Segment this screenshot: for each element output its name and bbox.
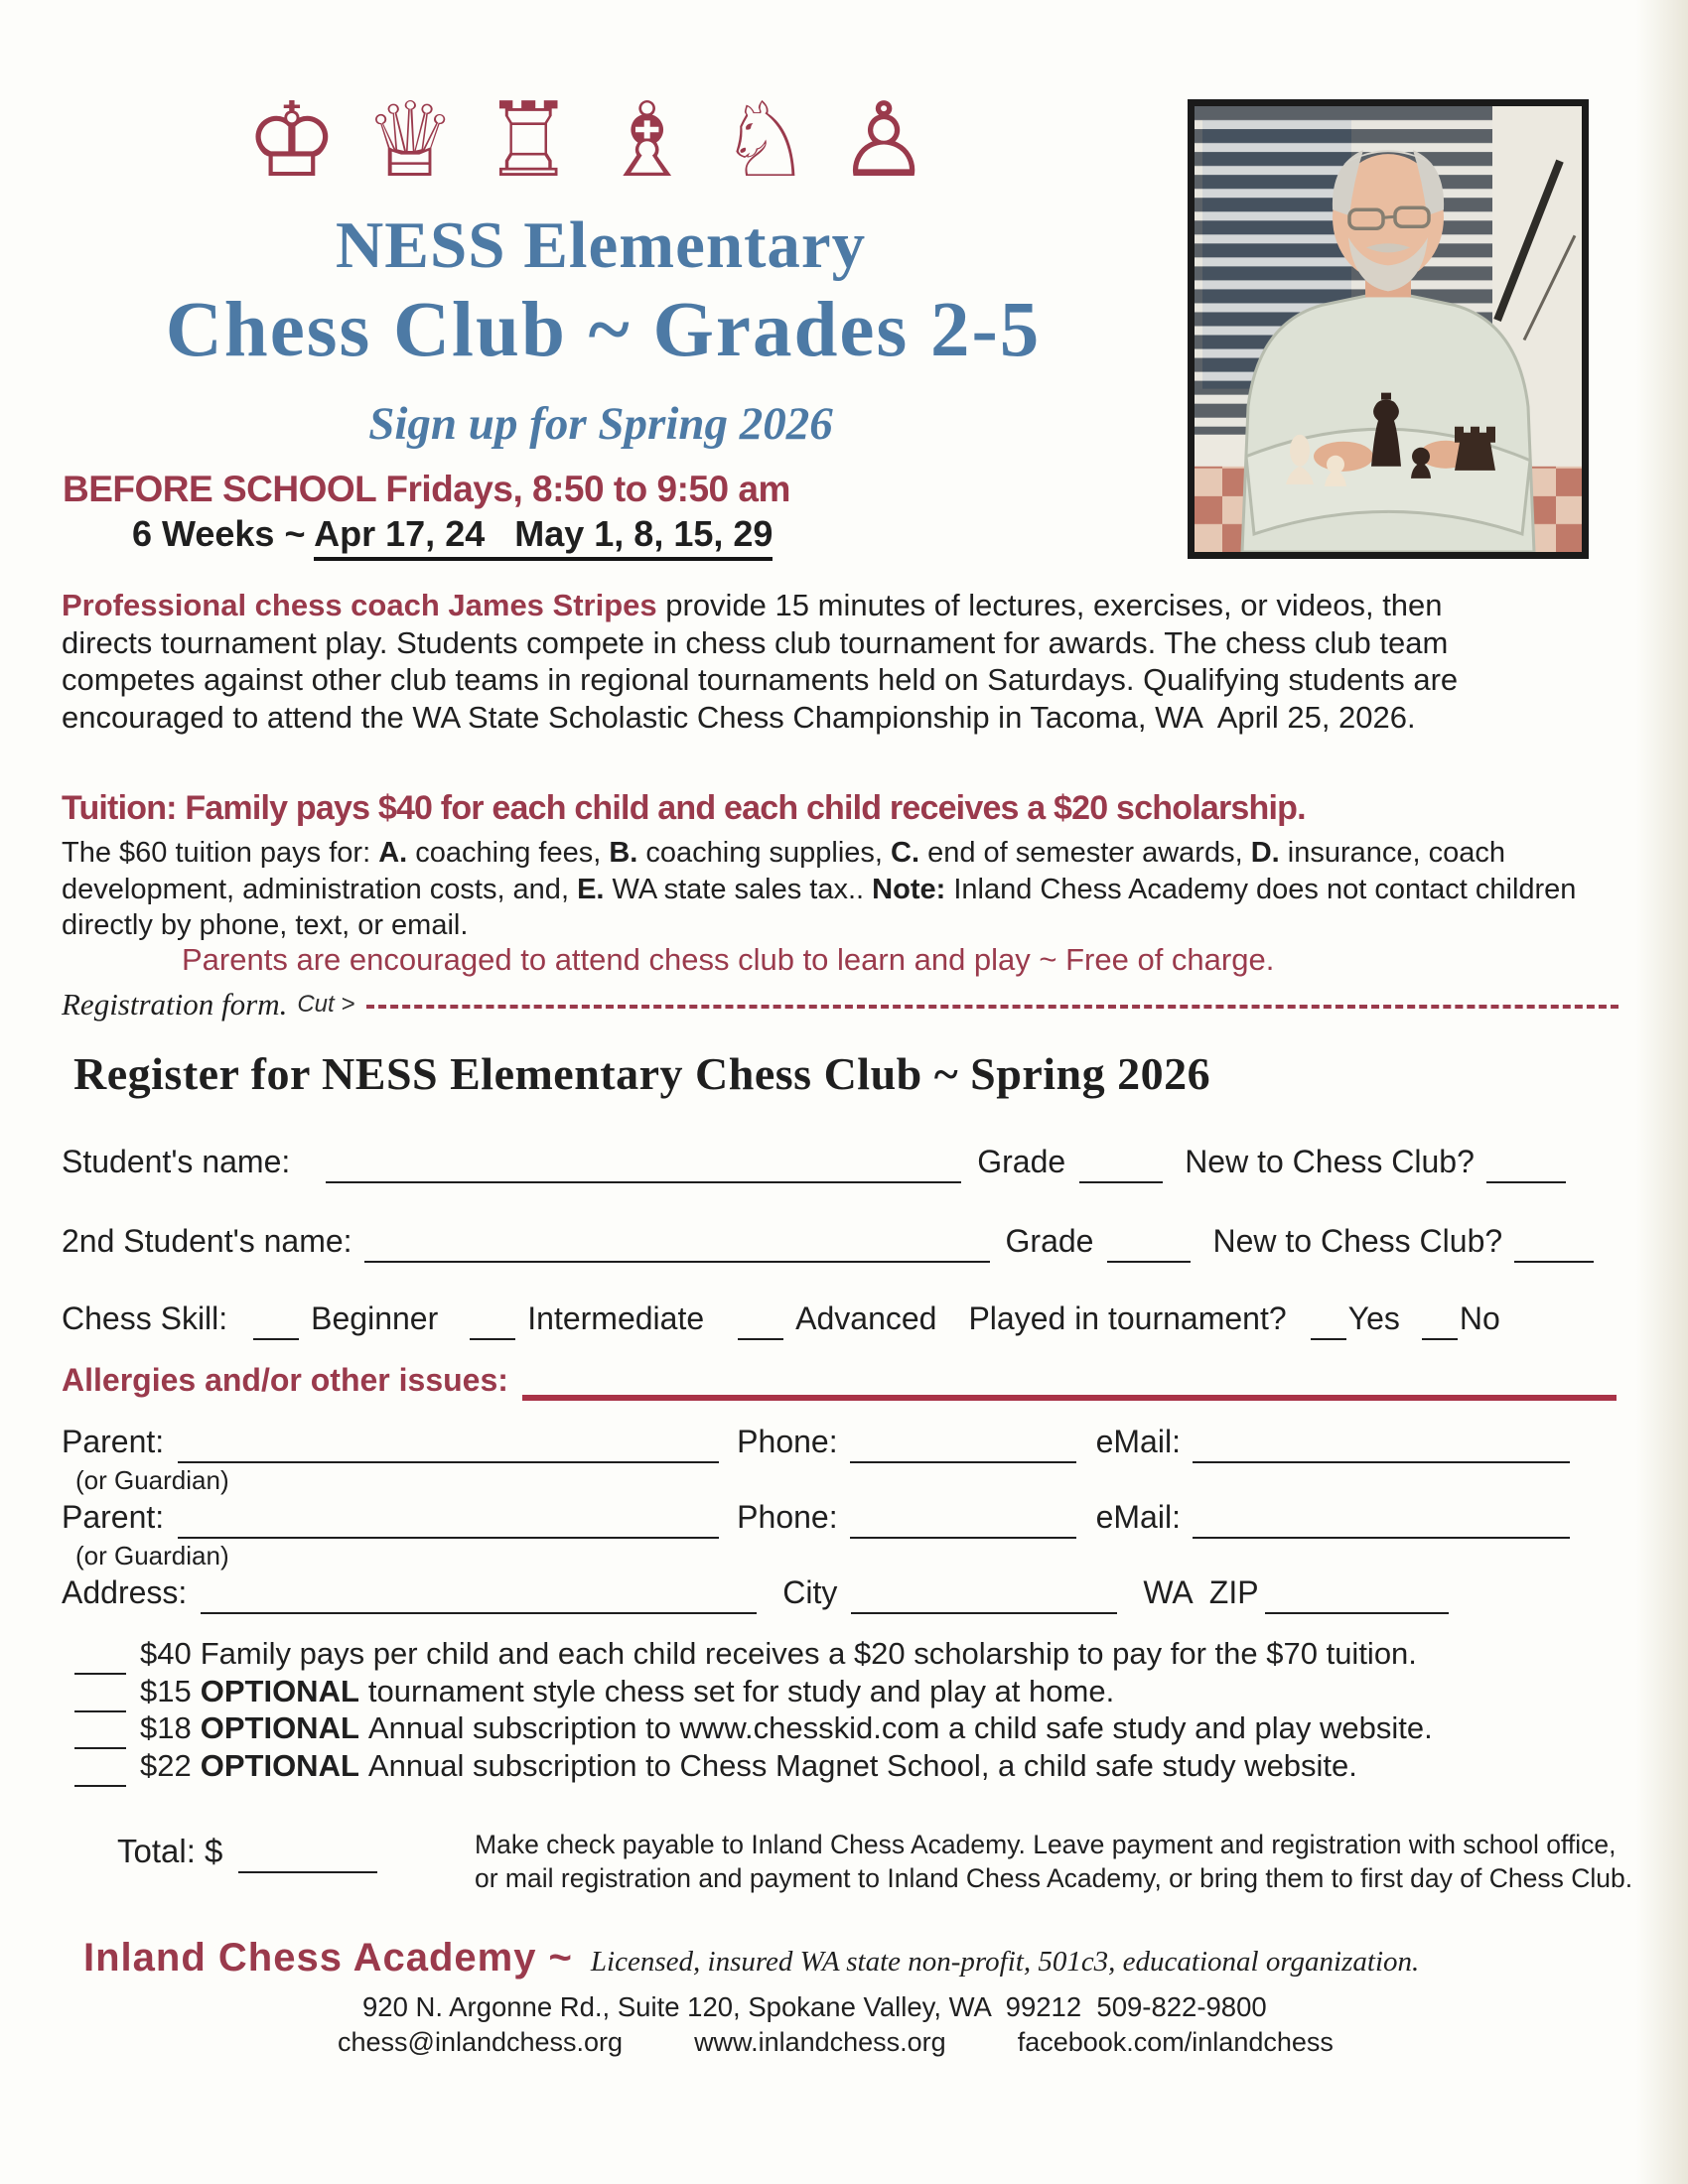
cut-here-label: Cut > xyxy=(297,991,355,1018)
fee-row-chess-set xyxy=(74,1674,1617,1709)
city-blank xyxy=(851,1608,1117,1614)
student1-name-blank xyxy=(326,1177,961,1183)
state-zip-label: WA ZIP xyxy=(1143,1574,1259,1610)
address-row xyxy=(62,1574,1617,1611)
knight-icon: ♘ xyxy=(719,79,838,201)
guardian1-label: (or Guardian) xyxy=(75,1465,229,1495)
no-blank xyxy=(1422,1334,1458,1340)
student1-grade-blank xyxy=(1079,1177,1163,1183)
parent2-row xyxy=(62,1499,1617,1536)
org-contact-row xyxy=(338,2027,1334,2058)
total-label: Total: $ xyxy=(117,1833,223,1869)
schedule-line: BEFORE SCHOOL Fridays, 8:50 to 9:50 am xyxy=(63,469,790,509)
intro-line-1 xyxy=(62,587,1635,624)
intro-line-4: encouraged to attend the WA State Scholastic Chess Championship in Tacoma, WA April 25, 2026. xyxy=(62,699,1416,735)
tuition-item-e: E. xyxy=(577,873,605,905)
beginner-blank xyxy=(253,1334,299,1340)
student2-new-blank xyxy=(1514,1257,1594,1263)
intro-line-3: competes against other club teams in regional tournaments held on Saturdays. Qualifying students are xyxy=(62,662,1459,697)
fee3-text: Annual subscription to www.chesskid.com a child safe study and play website. xyxy=(367,1710,1433,1745)
scan-edge-shadow xyxy=(1636,0,1688,2184)
student2-name-blank xyxy=(364,1257,990,1263)
parent-label: Parent: xyxy=(62,1424,165,1459)
payment-note-line-2: or mail registration and payment to Inland Chess Academy, or bring them to first day of Chess Club. xyxy=(475,1863,1633,1893)
skill-label: Chess Skill: xyxy=(62,1300,228,1336)
grade-label: Grade xyxy=(977,1144,1066,1179)
fee1-price: $40 xyxy=(140,1636,192,1671)
total-row xyxy=(117,1833,377,1870)
allergies-blank xyxy=(522,1391,1617,1401)
parent1-email-blank xyxy=(1193,1457,1570,1463)
address-label: Address: xyxy=(62,1574,188,1610)
student2-grade-blank xyxy=(1107,1257,1191,1263)
title-line-2: Chess Club ~ Grades 2-5 xyxy=(165,287,1042,373)
advanced-blank xyxy=(738,1334,783,1340)
fee2-price: $15 xyxy=(140,1674,192,1708)
intermediate-label: Intermediate xyxy=(527,1300,705,1336)
coach-photo xyxy=(1188,99,1589,559)
parent-label: Parent: xyxy=(62,1499,165,1535)
queen-icon: ♕ xyxy=(363,79,483,201)
email-label: eMail: xyxy=(1095,1499,1181,1535)
phone-label: Phone: xyxy=(737,1499,838,1535)
tuition-heading: Tuition: Family pays $40 for each child and each child receives a $20 scholarship. xyxy=(62,789,1306,827)
fee4-check-blank xyxy=(74,1781,126,1787)
no-label: No xyxy=(1459,1300,1500,1336)
yes-blank xyxy=(1311,1334,1346,1340)
title-line-1: NESS Elementary xyxy=(335,208,867,282)
pawn-icon: ♙ xyxy=(837,79,956,201)
tuition-line-2 xyxy=(62,872,1576,908)
payment-instructions xyxy=(475,1828,1636,1895)
guardian2-label: (or Guardian) xyxy=(75,1541,229,1570)
parent1-phone-blank xyxy=(850,1457,1076,1463)
student2-row xyxy=(62,1223,1617,1260)
subtitle-signup: Sign up for Spring 2026 xyxy=(368,398,833,450)
grade-label: Grade xyxy=(1005,1223,1094,1259)
chess-skill-row xyxy=(62,1300,1617,1337)
fee2-optional-label: OPTIONAL xyxy=(200,1674,359,1708)
weeks-line xyxy=(132,513,773,555)
parent1-row xyxy=(62,1424,1617,1460)
chess-pieces-row xyxy=(30,79,1172,201)
intro-paragraph xyxy=(62,587,1635,736)
org-description: Licensed, insured WA state non-profit, 501c3, educational organization. xyxy=(590,1946,1420,1978)
coach-photo-illustration xyxy=(1195,106,1582,552)
fee2-text: tournament style chess set for study and play at home. xyxy=(367,1674,1115,1708)
tuition-item-c: C. xyxy=(891,837,920,869)
bishop-icon: ♗ xyxy=(601,79,720,201)
allergies-row xyxy=(62,1362,1617,1399)
fee-row-tuition xyxy=(74,1636,1617,1672)
phone-label: Phone: xyxy=(737,1424,838,1459)
allergies-label: Allergies and/or other issues: xyxy=(62,1362,508,1398)
tuition-text: insurance, coach xyxy=(1279,837,1506,869)
rook-icon: ♖ xyxy=(482,79,601,201)
tuition-item-b: B. xyxy=(609,837,638,869)
tuition-line-1 xyxy=(62,835,1576,872)
tuition-text: development, administration costs, and, xyxy=(62,873,578,905)
org-website: www.inlandchess.org xyxy=(694,2027,946,2057)
new-to-club-label: New to Chess Club? xyxy=(1185,1144,1475,1179)
cut-line-row xyxy=(62,987,1618,1023)
tuition-line-3: directly by phone, text, or email. xyxy=(62,909,469,941)
intro-line-1-rest: provide 15 minutes of lectures, exercises, or videos, then xyxy=(656,588,1443,622)
fee4-price: $22 xyxy=(140,1748,192,1783)
new-to-club-label: New to Chess Club? xyxy=(1212,1223,1503,1259)
student1-label: Student's name: xyxy=(62,1144,291,1179)
tuition-body xyxy=(62,835,1576,944)
parent2-name-blank xyxy=(178,1533,719,1539)
student1-row xyxy=(62,1144,1617,1180)
parent1-name-blank xyxy=(178,1457,719,1463)
fee3-optional-label: OPTIONAL xyxy=(200,1710,359,1745)
tuition-text: Inland Chess Academy does not contact children xyxy=(945,873,1577,905)
fee-row-chesskid xyxy=(74,1710,1617,1746)
advanced-label: Advanced xyxy=(795,1300,937,1336)
fee1-text: Family pays per child and each child receives a $20 scholarship to pay for the $70 tuition. xyxy=(200,1636,1417,1671)
coach-name-lead: Professional chess coach James Stripes xyxy=(62,588,657,622)
tuition-text: end of semester awards, xyxy=(919,837,1251,869)
tuition-item-d: D. xyxy=(1250,837,1280,869)
fee4-text: Annual subscription to Chess Magnet School, a child safe study website. xyxy=(367,1748,1357,1783)
tuition-text: coaching fees, xyxy=(407,837,610,869)
parent2-phone-blank xyxy=(850,1533,1076,1539)
org-name: Inland Chess Academy ~ xyxy=(83,1936,573,1979)
yes-label: Yes xyxy=(1347,1300,1400,1336)
beginner-label: Beginner xyxy=(311,1300,439,1336)
parents-note: Parents are encouraged to attend chess club to learn and play ~ Free of charge. xyxy=(182,942,1275,977)
fee3-price: $18 xyxy=(140,1710,192,1745)
cut-dashed-line xyxy=(366,1005,1618,1009)
fee4-optional-label: OPTIONAL xyxy=(200,1748,359,1783)
parent2-email-blank xyxy=(1193,1533,1570,1539)
tuition-text: The $60 tuition pays for: xyxy=(62,837,379,869)
org-address: 920 N. Argonne Rd., Suite 120, Spokane Valley, WA 99212 509-822-9800 xyxy=(362,1991,1267,2022)
tuition-note-label: Note: xyxy=(872,873,946,905)
fee-row-chess-magnet xyxy=(74,1748,1617,1784)
weeks-dates: Apr 17, 24 May 1, 8, 15, 29 xyxy=(314,513,773,561)
address-blank xyxy=(201,1608,757,1614)
student1-new-blank xyxy=(1486,1177,1566,1183)
payment-note-line-1: Make check payable to Inland Chess Academy. Leave payment and registration with school office, xyxy=(475,1830,1617,1859)
register-heading: Register for NESS Elementary Chess Club ~ Spring 2026 xyxy=(73,1048,1211,1099)
weeks-prefix: 6 Weeks ~ xyxy=(132,513,315,554)
intro-line-2: directs tournament play. Students compete in chess club tournament for awards. The chess club team xyxy=(62,624,1449,660)
zip-blank xyxy=(1265,1608,1449,1614)
tuition-text: WA state sales tax.. xyxy=(604,873,873,905)
city-label: City xyxy=(782,1574,838,1610)
tuition-text: coaching supplies, xyxy=(637,837,892,869)
org-facebook: facebook.com/inlandchess xyxy=(1017,2027,1334,2057)
email-label: eMail: xyxy=(1095,1424,1181,1459)
intermediate-blank xyxy=(470,1334,515,1340)
total-blank xyxy=(238,1867,377,1873)
student2-label: 2nd Student's name: xyxy=(62,1223,352,1259)
footer-org-row xyxy=(83,1936,1419,1980)
tournament-label: Played in tournament? xyxy=(968,1300,1287,1336)
king-icon: ♔ xyxy=(245,79,364,201)
registration-form-label: Registration form. xyxy=(62,987,288,1022)
tuition-item-a: A. xyxy=(378,837,408,869)
org-email: chess@inlandchess.org xyxy=(338,2027,624,2057)
